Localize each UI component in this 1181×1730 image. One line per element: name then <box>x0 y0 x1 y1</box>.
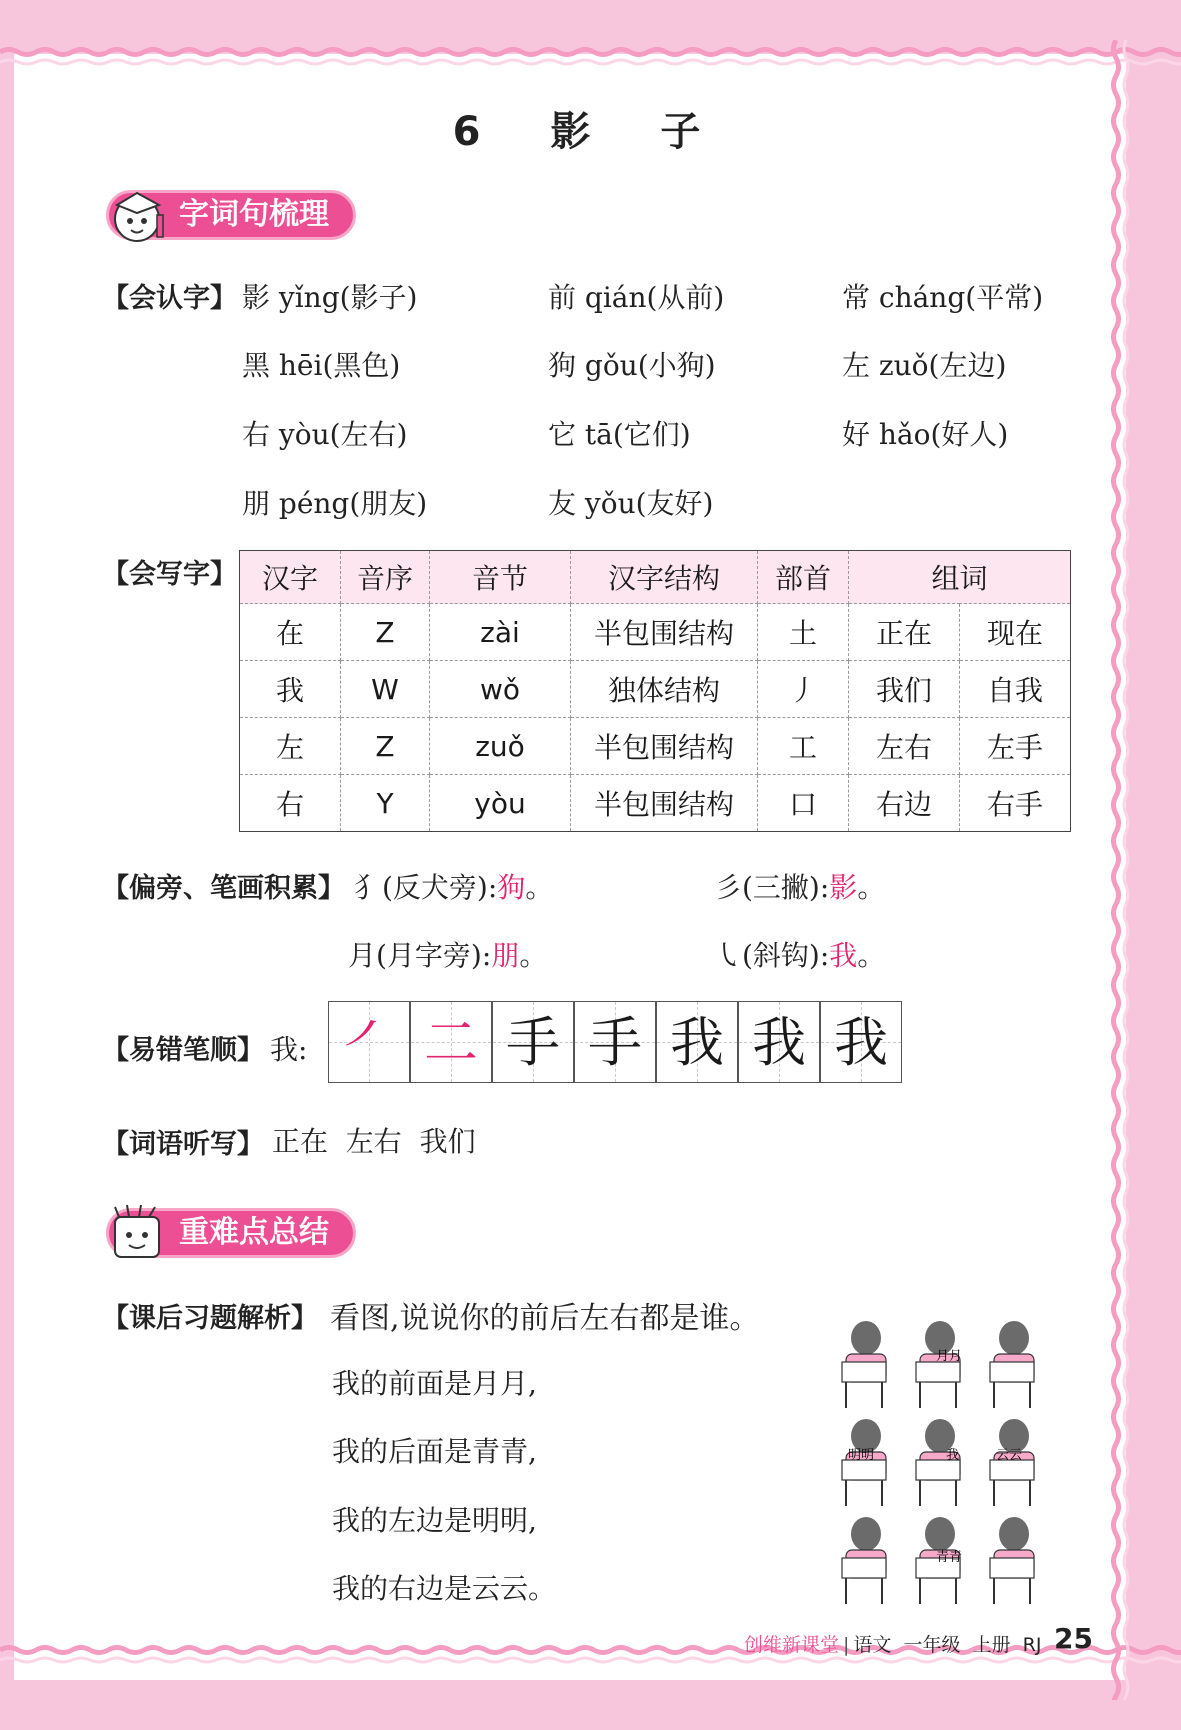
table-header: 汉字结构 <box>571 551 758 604</box>
recognize-item: 它 tā(它们) <box>548 418 691 451</box>
stroke-step-box <box>820 1001 902 1083</box>
section-title-vocab: 字词句梳理 <box>179 197 329 232</box>
stroke-step-box <box>410 1001 492 1083</box>
right-wave-border <box>1102 40 1142 1700</box>
student-figure <box>842 1321 886 1408</box>
recognize-item: 黑 hēi(黑色) <box>242 349 401 382</box>
recognize-item: 朋 péng(朋友) <box>242 487 428 520</box>
seat-label-front: 月月 <box>936 1349 963 1364</box>
table-cell: 我 <box>240 661 341 718</box>
stroke-step-box <box>328 1001 410 1083</box>
table-row <box>240 775 1071 832</box>
footer-brand: 创维新课堂 <box>744 1634 840 1656</box>
recognize-item: 狗 gǒu(小狗) <box>548 349 716 382</box>
exercise-answer: 我的前面是月月, <box>332 1367 537 1400</box>
table-header-row <box>240 551 1071 604</box>
table-header: 音序 <box>341 551 430 604</box>
table-row <box>240 718 1071 775</box>
dictation-label: 【词语听写】 <box>102 1129 264 1160</box>
radical-example: 我 <box>829 939 858 972</box>
exercise-label: 【课后习题解析】 <box>102 1303 318 1334</box>
radical-end: 。 <box>525 871 554 904</box>
student-figure <box>842 1517 886 1604</box>
table-cell: 左 <box>240 718 341 775</box>
mascot-icon <box>105 185 171 247</box>
recognize-item: 好 hǎo(好人) <box>842 418 1009 451</box>
top-wave-border <box>0 38 1181 72</box>
recognize-item: 前 qián(从前) <box>548 281 725 314</box>
table-cell: yòu <box>430 775 571 832</box>
mascot-icon <box>105 1203 171 1265</box>
recognize-item: 影 yǐng(影子) <box>242 281 418 314</box>
student-figure <box>990 1517 1034 1604</box>
write-label: 【会写字】 <box>102 559 237 590</box>
table-cell: 在 <box>240 604 341 661</box>
exercise-answer: 我的后面是青青, <box>332 1435 537 1468</box>
stroke-step: ㇒ <box>342 1011 396 1074</box>
write-table <box>239 550 1071 832</box>
seat-label-left: 明明 <box>848 1448 875 1463</box>
table-header: 部首 <box>758 551 849 604</box>
page-number: 25 <box>1054 1622 1093 1655</box>
section-title-key-points: 重难点总结 <box>179 1215 329 1250</box>
table-cell: 独体结构 <box>571 661 758 718</box>
footer-info: 创维新课堂 | 语文 一年级 上册 RJ <box>744 1634 1042 1656</box>
table-cell: 左手 <box>960 718 1071 775</box>
stroke-step-box <box>574 1001 656 1083</box>
lesson-title: 6 影 子 <box>452 109 729 155</box>
table-header: 音节 <box>430 551 571 604</box>
section-banner-key-points <box>106 1208 356 1258</box>
radical-item <box>348 934 547 974</box>
recognize-item: 右 yòu(左右) <box>242 418 408 451</box>
stroke-step <box>411 1008 491 1078</box>
table-cell: 半包围结构 <box>571 718 758 775</box>
radical-desc: 月(月字旁): <box>348 939 492 972</box>
exercise-answer: 我的左边是明明, <box>332 1504 537 1537</box>
stroke-step: 我 <box>670 1011 724 1074</box>
stroke-glyph: 二 <box>424 1011 478 1074</box>
table-row <box>240 661 1071 718</box>
table-cell: W <box>341 661 430 718</box>
stroke-step: 我 <box>752 1011 806 1074</box>
radical-end: 。 <box>519 939 548 972</box>
radical-example: 影 <box>829 871 858 904</box>
table-cell: 工 <box>758 718 849 775</box>
stroke-step: 我 <box>834 1011 888 1074</box>
table-cell: 半包围结构 <box>571 604 758 661</box>
table-cell: 半包围结构 <box>571 775 758 832</box>
radical-end: 。 <box>857 871 886 904</box>
dictation-words: 正在 左右 我们 <box>272 1125 476 1158</box>
table-cell: 自我 <box>960 661 1071 718</box>
seat-label-me: 我 <box>946 1448 960 1463</box>
stroke-order-label: 【易错笔顺】 <box>102 1035 264 1066</box>
table-cell: 口 <box>758 775 849 832</box>
table-cell: 右边 <box>849 775 960 832</box>
table-cell: 右手 <box>960 775 1071 832</box>
table-cell: zuǒ <box>430 718 571 775</box>
radical-example: 狗 <box>497 871 526 904</box>
radical-desc: 犭(反犬旁): <box>354 871 498 904</box>
radical-end: 。 <box>857 939 886 972</box>
seating-illustration <box>836 1316 1066 1606</box>
table-cell: 左右 <box>849 718 960 775</box>
table-cell: 右 <box>240 775 341 832</box>
stroke-step-box <box>492 1001 574 1083</box>
footer-subject: 语文 一年级 上册 RJ <box>853 1634 1042 1656</box>
stroke-order-char: 我: <box>270 1033 308 1066</box>
table-row <box>240 604 1071 661</box>
radical-item <box>714 866 885 906</box>
table-header: 汉字 <box>240 551 341 604</box>
table-cell: 正在 <box>849 604 960 661</box>
recognize-label: 【会认字】 <box>102 283 237 314</box>
table-cell: 丿 <box>758 661 849 718</box>
radical-desc: ㇂(斜钩): <box>714 939 830 972</box>
radical-item <box>354 866 553 906</box>
table-cell: Y <box>341 775 430 832</box>
student-figure <box>990 1321 1034 1408</box>
table-cell: Z <box>341 718 430 775</box>
radical-example: 朋 <box>491 939 520 972</box>
table-cell: 我们 <box>849 661 960 718</box>
table-cell: 土 <box>758 604 849 661</box>
stroke-step: 手 <box>506 1011 560 1074</box>
radicals-label: 【偏旁、笔画积累】 <box>102 873 345 904</box>
seat-label-right: 云云 <box>996 1448 1023 1463</box>
stroke-step-box <box>656 1001 738 1083</box>
radical-desc: 彡(三撇): <box>714 871 830 904</box>
seat-label-back: 青青 <box>936 1550 963 1565</box>
table-header: 组词 <box>849 551 1071 604</box>
stroke-step: 手 <box>588 1011 642 1074</box>
exercise-question: 看图,说说你的前后左右都是谁。 <box>330 1301 760 1336</box>
section-banner-vocab <box>106 190 356 240</box>
recognize-item: 常 cháng(平常) <box>842 281 1044 314</box>
student-figure <box>916 1321 963 1408</box>
table-cell: Z <box>341 604 430 661</box>
recognize-item: 友 yǒu(友好) <box>548 487 714 520</box>
exercise-answer: 我的右边是云云。 <box>332 1572 557 1605</box>
recognize-item: 左 zuǒ(左边) <box>842 349 1007 382</box>
stroke-step-box <box>738 1001 820 1083</box>
table-cell: zài <box>430 604 571 661</box>
table-cell: 现在 <box>960 604 1071 661</box>
table-cell: wǒ <box>430 661 571 718</box>
radical-item <box>714 934 885 974</box>
